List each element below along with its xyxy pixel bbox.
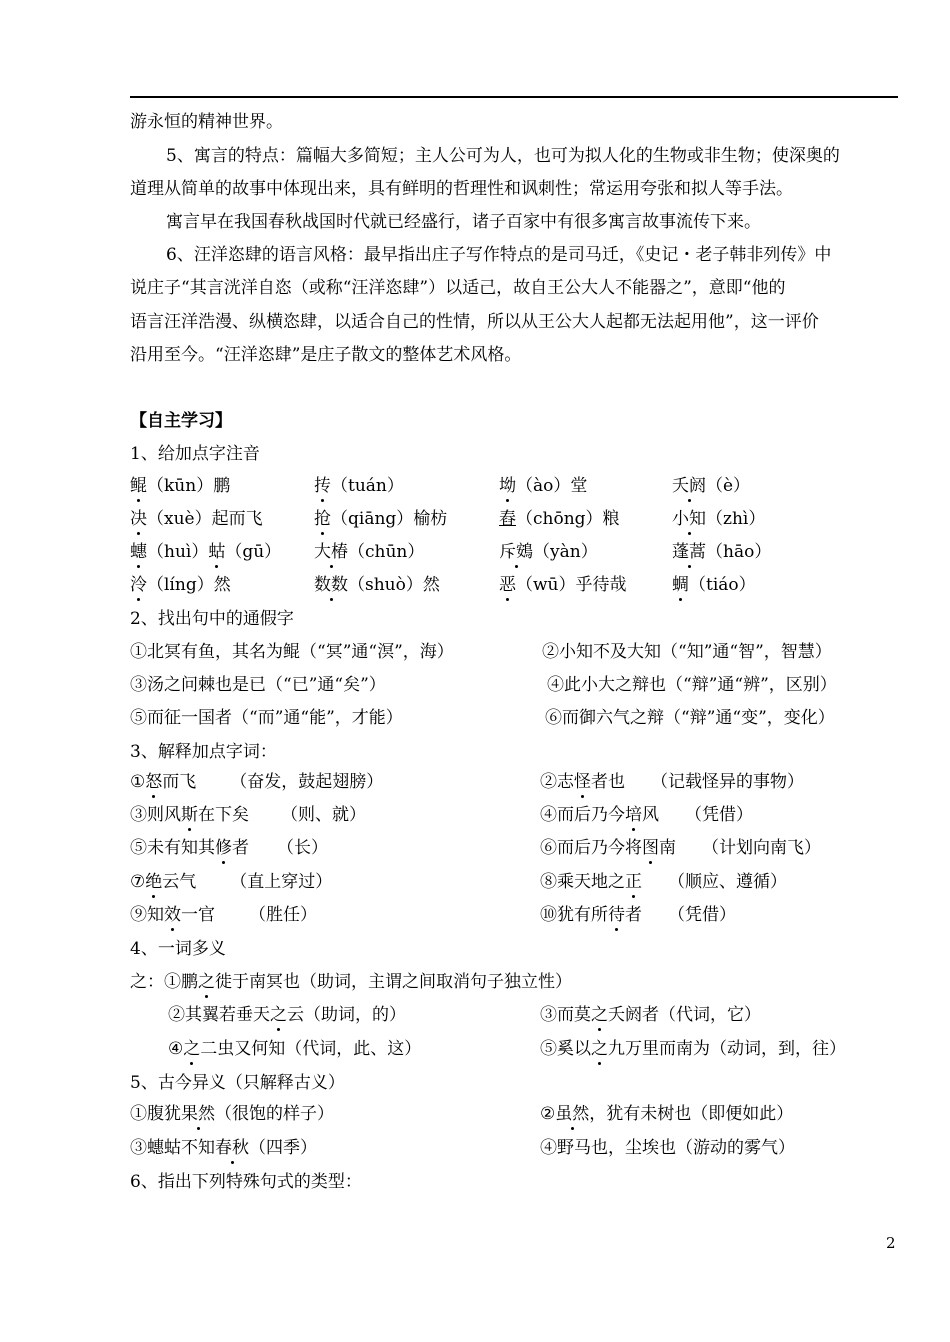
tongjia-item: ①北冥有鱼，其名为鲲（“冥”通“溟”，海）	[130, 642, 454, 662]
gloss-item: ②志怪者也 （记载怪异的事物）	[540, 772, 804, 792]
dotted-char: 蟪	[130, 542, 147, 562]
page-number: 2	[886, 1234, 896, 1252]
pinyin-item: 抟（tuán）	[314, 476, 404, 496]
dotted-char: 数数	[314, 575, 348, 595]
tongjia-item: ⑤而征一国者（“而”通“能”，才能）	[130, 708, 403, 728]
ancient-meaning-item: ③蟪蛄不知春秋（四季）	[130, 1138, 317, 1158]
dotted-char: 恶	[499, 575, 516, 595]
paragraph-5-line-2: 道理从简单的故事中体现出来，具有鲜明的哲理性和讽刺性；常运用夸张和拟人等手法。	[130, 179, 793, 199]
dotted-char: 之	[591, 1005, 608, 1025]
dotted-char: 正	[625, 872, 642, 892]
dotted-char: 斥鴳	[499, 542, 533, 562]
gloss-item: ③则风斯在下矣 （则、就）	[130, 805, 366, 825]
dotted-char: 坳	[499, 476, 516, 496]
dotted-char: 斯	[181, 805, 198, 825]
dotted-word: 虽然	[555, 1104, 590, 1124]
dotted-char: 抟	[314, 476, 331, 496]
paragraph-6-line-3: 语言汪洋浩漫、纵横恣肆，以适合自己的性情，所以从王公大人起都无法起用他”，这一评价	[130, 312, 819, 332]
dotted-char: 效	[164, 905, 181, 925]
tongjia-item: ②小知不及大知（“知”通“智”，智慧）	[542, 642, 832, 662]
pinyin-item: 小知（zhì）	[672, 509, 766, 529]
dotted-char: 修	[215, 838, 232, 858]
paragraph-6-line-1: 6、汪洋恣肆的语言风格：最早指出庄子写作特点的是司马迁，《史记・老子韩非列传》中	[166, 245, 832, 265]
pinyin-item: 夭阏（è）	[672, 476, 751, 496]
pinyin-item: 蜩（tiáo）	[672, 575, 756, 595]
pinyin-item: 蓬蒿（hāo）	[672, 542, 772, 562]
dotted-word: 果然	[181, 1104, 215, 1124]
dotted-char: 之	[183, 1039, 201, 1059]
dotted-char: 泠	[130, 575, 147, 595]
paragraph-fable: 寓言早在我国春秋战国时代就已经盛行，诸子百家中有很多寓言故事流传下来。	[166, 212, 761, 232]
polysemy-item: ⑤奚以之九万里而南为（动词，到，往）	[540, 1039, 846, 1059]
dotted-char: 小知	[672, 509, 706, 529]
dotted-char: 怒	[145, 772, 163, 792]
dotted-char: 决	[130, 509, 147, 529]
pinyin-item: 坳（ào）堂	[499, 476, 588, 496]
q3-title: 3、解释加点字词：	[130, 742, 277, 762]
dotted-char: 蛄	[208, 542, 226, 562]
q6-title: 6、指出下列特殊句式的类型：	[130, 1172, 362, 1192]
section-title: 【自主学习】	[130, 411, 232, 431]
pinyin-item: 数数（shuò）然	[314, 575, 440, 595]
pinyin-item: 舂（chōng）粮	[499, 509, 620, 529]
dotted-char: 之	[591, 1039, 608, 1059]
ancient-meaning-item: ②虽然，犹有未树也（即便如此）	[540, 1104, 794, 1124]
gloss-item: ④而后乃今培风 （凭借）	[540, 805, 753, 825]
tongjia-item: ④此小大之辩也（“辩”通“辨”，区别）	[547, 675, 837, 695]
polysemy-item: 之：①鹏之徙于南冥也（助词，主谓之间取消句子独立性）	[130, 972, 572, 992]
pinyin-item: 蟪（huì）蛄（gū）	[130, 542, 282, 562]
gloss-item: ⑤未有知其修者 （长）	[130, 838, 328, 858]
dotted-char: 夭阏	[672, 476, 706, 496]
gloss-item: ⑩犹有所待者 （凭借）	[540, 905, 736, 925]
header-rule	[130, 96, 898, 98]
dotted-char: 培	[625, 805, 642, 825]
pinyin-item: 斥鴳（yàn）	[499, 542, 598, 562]
underlined-char: 舂	[499, 509, 516, 529]
tongjia-item: ③汤之问棘也是已（“已”通“矣”）	[130, 675, 386, 695]
polysemy-item: ②其翼若垂天之云（助词，的）	[168, 1005, 406, 1025]
tongjia-item: ⑥而御六气之辩（“辩”通“变”，变化）	[545, 708, 835, 728]
ancient-meaning-item: ①腹犹果然（很饱的样子）	[130, 1104, 334, 1124]
polysemy-item: ③而莫之夭阏者（代词，它）	[540, 1005, 761, 1025]
dotted-char: 怪	[574, 772, 591, 792]
pinyin-item: 大椿（chūn）	[314, 542, 425, 562]
pinyin-item: 决（xuè）起而飞	[130, 509, 263, 529]
dotted-char: 之	[270, 1005, 287, 1025]
paragraph-6-line-4: 沿用至今。“汪洋恣肆”是庄子散文的整体艺术风格。	[130, 345, 522, 365]
pinyin-item: 抢（qiāng）榆枋	[314, 509, 448, 529]
dotted-char: 绝	[145, 872, 163, 892]
gloss-item: ⑧乘天地之正 （顺应、遵循）	[540, 872, 787, 892]
dotted-char: 蓬蒿	[672, 542, 706, 562]
paragraph-5-line-1: 5、寓言的特点：篇幅大多简短；主人公可为人，也可为拟人化的生物或非生物；使深奥的	[166, 146, 840, 166]
q2-title: 2、找出句中的通假字	[130, 609, 294, 629]
gloss-item: ⑨知效一官 （胜任）	[130, 905, 317, 925]
dotted-char: 图	[642, 838, 659, 858]
q4-title: 4、一词多义	[130, 939, 226, 959]
ancient-meaning-item: ④野马也，尘埃也（游动的雾气）	[540, 1138, 795, 1158]
gloss-item: ①怒而飞 （奋发，鼓起翅膀）	[130, 772, 384, 792]
dotted-char: 抢	[314, 509, 331, 529]
dotted-char: 待	[608, 905, 625, 925]
dotted-char: 大椿	[314, 542, 348, 562]
dotted-char: 蜩	[672, 575, 689, 595]
paragraph-6-line-2: 说庄子“其言洸洋自恣（或称“汪洋恣肆”）以适己，故自王公大人不能器之”，意即“他的	[130, 278, 786, 298]
continuation-line: 游永恒的精神世界。	[130, 112, 283, 132]
q1-title: 1、给加点字注音	[130, 444, 260, 464]
dotted-char: 鲲	[130, 476, 147, 496]
q5-title: 5、古今异义（只解释古义）	[130, 1073, 345, 1093]
pinyin-item: 鲲（kūn）鹏	[130, 476, 231, 496]
pinyin-item: 恶（wū）乎待哉	[499, 575, 627, 595]
gloss-item: ⑥而后乃今将图南 （计划向南飞）	[540, 838, 821, 858]
pinyin-item: 泠（líng）然	[130, 575, 231, 595]
dotted-char: 之	[198, 972, 215, 992]
gloss-item: ⑦绝云气 （直上穿过）	[130, 872, 333, 892]
polysemy-item: ④之二虫又何知（代词，此、这）	[168, 1039, 422, 1059]
dotted-word: 春秋	[215, 1138, 249, 1158]
